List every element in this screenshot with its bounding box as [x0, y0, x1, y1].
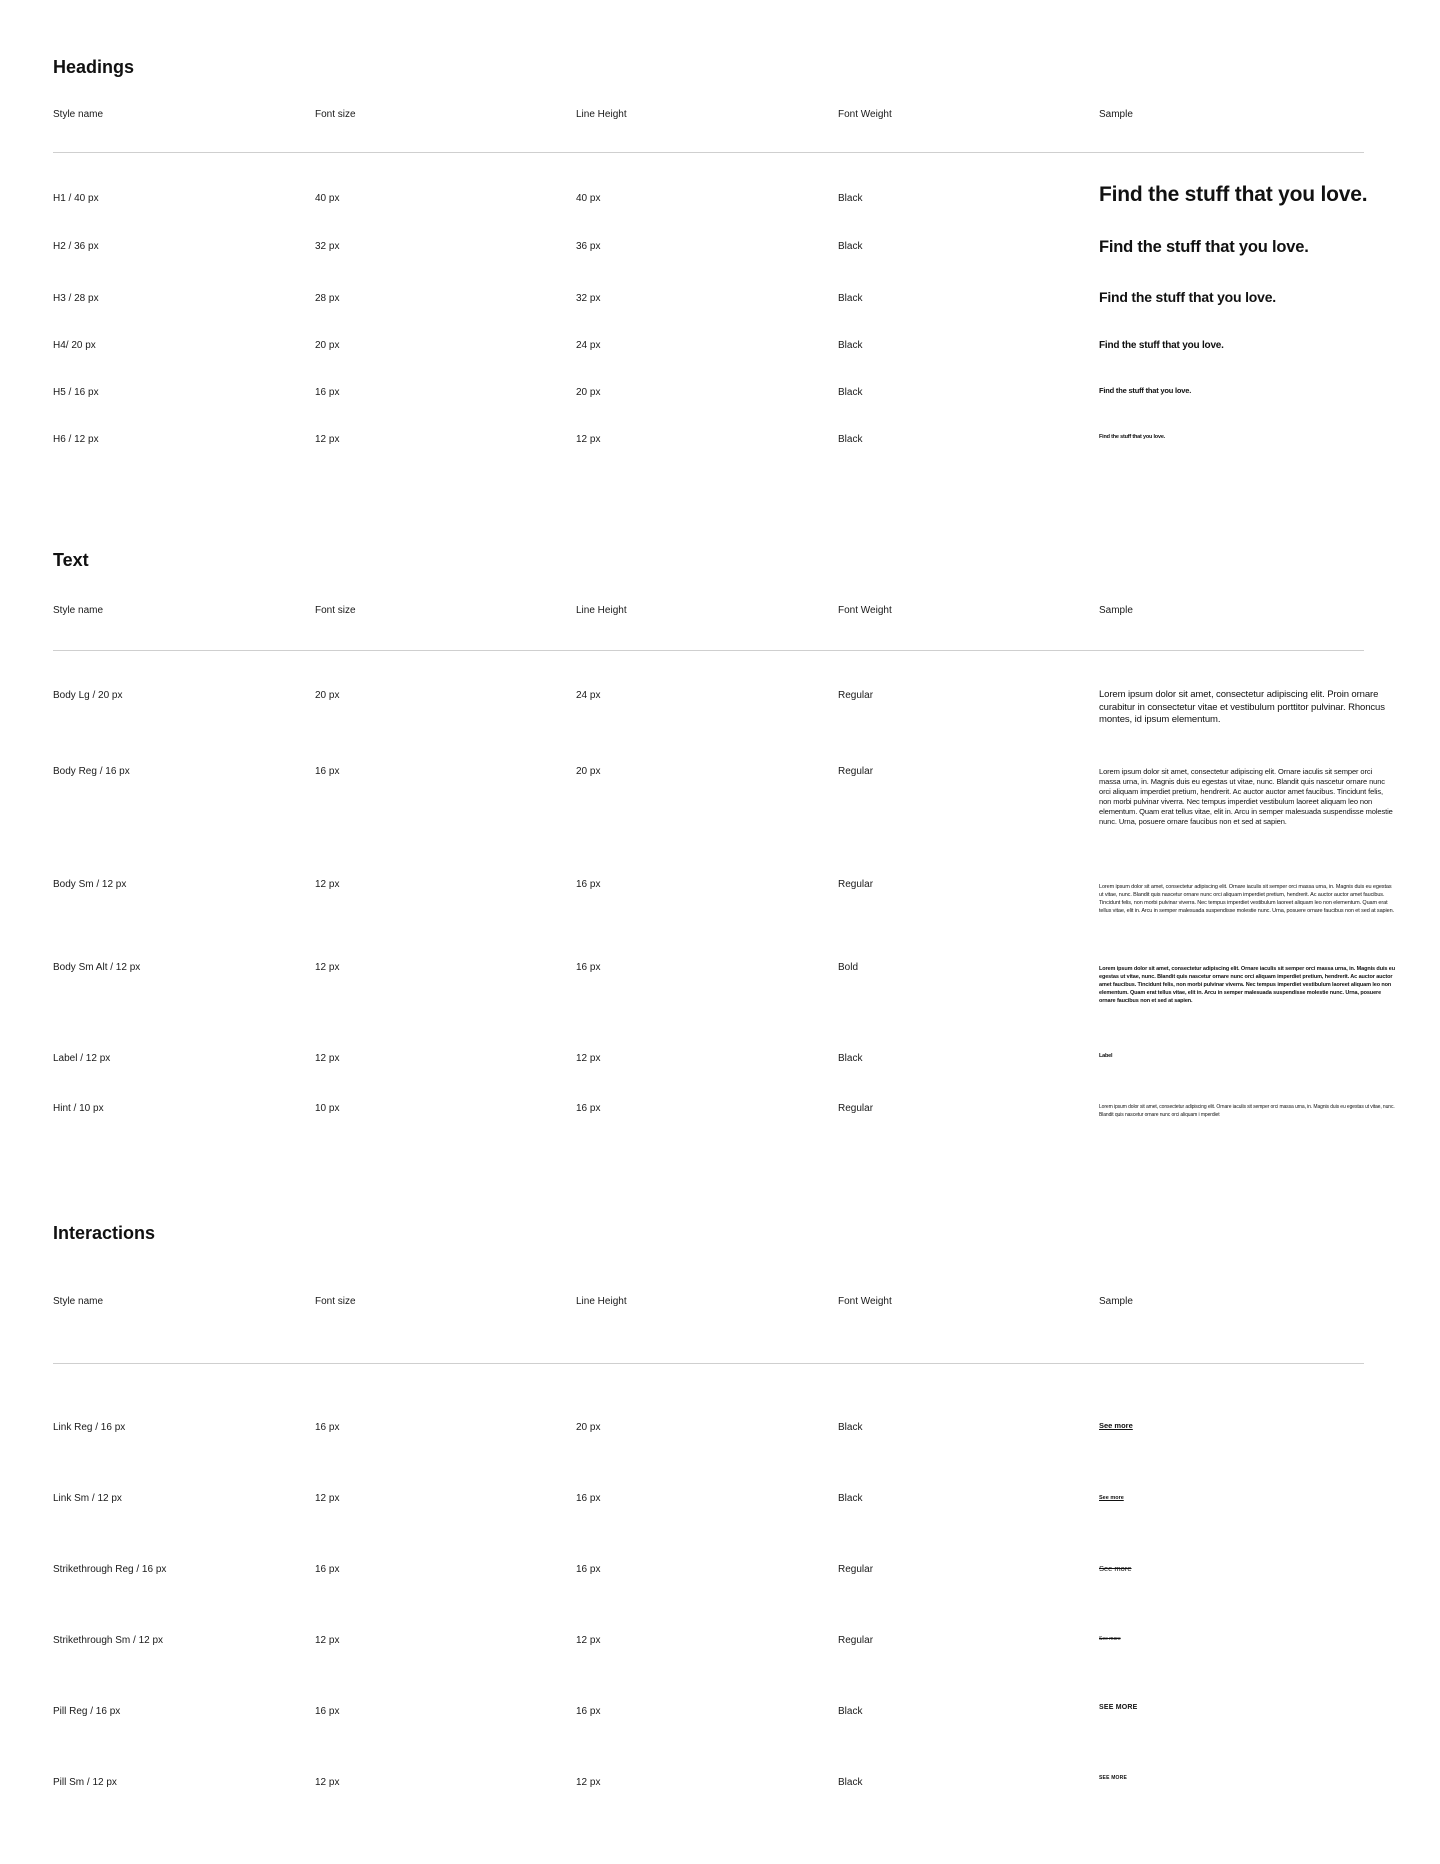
font-weight-value: Regular: [838, 1103, 874, 1114]
style-name: Hint / 10 px: [53, 1103, 104, 1114]
style-name: Body Reg / 16 px: [53, 766, 130, 777]
style-name: Pill Reg / 16 px: [53, 1706, 121, 1717]
line-height-value: 40 px: [576, 193, 601, 204]
line-height-value: 24 px: [576, 340, 601, 351]
style-name: Label / 12 px: [53, 1053, 111, 1064]
column-header-font-weight: Font Weight: [838, 605, 892, 616]
font-weight-value: Regular: [838, 1564, 874, 1575]
column-header-line-height: Line Height: [576, 109, 627, 120]
font-size-value: 12 px: [315, 1053, 340, 1064]
line-height-value: 20 px: [576, 387, 601, 398]
line-height-value: 12 px: [576, 1635, 601, 1646]
style-name: Link Reg / 16 px: [53, 1422, 126, 1433]
line-height-value: 36 px: [576, 241, 601, 252]
style-name: H3 / 28 px: [53, 293, 99, 304]
font-weight-value: Black: [838, 434, 863, 445]
text-sample-body-lg: Lorem ipsum dolor sit amet, consectetur adipiscing elit. Proin ornare curabitur in consectetur vitae et vestibulum porttitor pulvinar. Rhoncus montes, id ipsum elementum.: [1099, 689, 1385, 725]
column-header-style-name: Style name: [53, 605, 104, 616]
text-sample-body-sm: Lorem ipsum dolor sit amet, consectetur adipiscing elit. Ornare iaculis sit semper orci massa urna, in. Magnis duis eu egestas ut vitae, nunc. Blandit quis nascetur ornare nunc orci aliquam imperdiet pretium, hendrerit. Ac auctor auctor amet faucibus. Tincidunt felis, non morbi pulvinar viverra. Nec tempus imperdiet vestibulum laoreet aliquam leo non elementum. Quam erat tellus vitae, elit in. Arcu in semper malesuada suspendisse molestie nunc. Urna, posuere ornare faucibus non et sed at sapien.: [1099, 884, 1394, 914]
divider: [53, 1363, 1364, 1364]
font-weight-value: Bold: [838, 962, 859, 973]
font-weight-value: Black: [838, 387, 863, 398]
column-header-font-weight: Font Weight: [838, 1296, 892, 1307]
font-size-value: 16 px: [315, 1706, 340, 1717]
text-sample-body-reg: Lorem ipsum dolor sit amet, consectetur adipiscing elit. Ornare iaculis sit semper orci massa urna, in. Magnis duis eu egestas ut vitae, nunc. Blandit quis nascetur ornare nunc orci aliquam imperdiet pretium, hendrerit. Ac auctor auctor amet faucibus. Tincidunt felis, non morbi pulvinar viverra. Nec tempus imperdiet vestibulum laoreet aliquam leo non elementum. Quam erat tellus vitae, elit in. Arcu in semper malesuada suspendisse molestie nunc. Urna, posuere ornare faucibus non et sed at sapien.: [1099, 767, 1393, 826]
font-weight-value: Black: [838, 340, 863, 351]
font-size-value: 16 px: [315, 387, 340, 398]
see-more-strikethrough-small: See more: [1099, 1636, 1121, 1642]
style-name: H6 / 12 px: [53, 434, 99, 445]
style-name: Strikethrough Sm / 12 px: [53, 1635, 164, 1646]
divider: [53, 650, 1364, 651]
style-name: Pill Sm / 12 px: [53, 1777, 117, 1788]
column-header-line-height: Line Height: [576, 605, 627, 616]
style-name: Body Lg / 20 px: [53, 690, 123, 701]
font-weight-value: Black: [838, 1706, 863, 1717]
line-height-value: 24 px: [576, 690, 601, 701]
font-size-value: 32 px: [315, 241, 340, 252]
font-size-value: 12 px: [315, 434, 340, 445]
column-header-style-name: Style name: [53, 109, 104, 120]
font-size-value: 16 px: [315, 1422, 340, 1433]
heading-sample-h3: Find the stuff that you love.: [1099, 289, 1276, 305]
divider: [53, 152, 1364, 153]
line-height-value: 16 px: [576, 1103, 601, 1114]
font-size-value: 12 px: [315, 1777, 340, 1788]
column-header-style-name: Style name: [53, 1296, 104, 1307]
font-size-value: 16 px: [315, 1564, 340, 1575]
style-name: Body Sm Alt / 12 px: [53, 962, 141, 973]
see-more-pill[interactable]: SEE MORE: [1099, 1704, 1138, 1711]
font-weight-value: Black: [838, 1053, 863, 1064]
heading-sample-h2: Find the stuff that you love.: [1099, 238, 1309, 256]
font-weight-value: Black: [838, 1422, 863, 1433]
line-height-value: 12 px: [576, 1053, 601, 1064]
column-header-line-height: Line Height: [576, 1296, 627, 1307]
style-name: Link Sm / 12 px: [53, 1493, 122, 1504]
style-name: H4/ 20 px: [53, 340, 96, 351]
font-weight-value: Regular: [838, 690, 874, 701]
column-header-sample: Sample: [1099, 109, 1133, 120]
line-height-value: 20 px: [576, 766, 601, 777]
heading-sample-h1: Find the stuff that you love.: [1099, 183, 1368, 206]
section-title-headings: Headings: [53, 57, 135, 77]
line-height-value: 16 px: [576, 962, 601, 973]
font-weight-value: Black: [838, 1493, 863, 1504]
line-height-value: 16 px: [576, 1564, 601, 1575]
section-title-text: Text: [53, 550, 89, 570]
style-name: H5 / 16 px: [53, 387, 99, 398]
font-weight-value: Black: [838, 241, 863, 252]
see-more-link-small[interactable]: See more: [1099, 1495, 1124, 1501]
font-weight-value: Black: [838, 1777, 863, 1788]
font-weight-value: Black: [838, 293, 863, 304]
font-size-value: 40 px: [315, 193, 340, 204]
font-size-value: 12 px: [315, 879, 340, 890]
text-sample-label: Label: [1099, 1053, 1113, 1059]
line-height-value: 12 px: [576, 434, 601, 445]
text-sample-body-sm-alt: Lorem ipsum dolor sit amet, consectetur adipiscing elit. Ornare iaculis sit semper orci massa urna, in. Magnis duis eu egestas ut vitae, nunc. Blandit quis nascetur ornare nunc orci aliquam imperdiet pretium, hendrerit. Ac auctor auctor amet faucibus. Tincidunt felis, non morbi pulvinar viverra. Nec tempus imperdiet vestibulum laoreet aliquam leo non elementum. Quam erat tellus vitae, elit in. Arcu in semper malesuada suspendisse molestie nunc. Urna, posuere ornare faucibus non et sed at sapien.: [1099, 966, 1395, 1004]
line-height-value: 32 px: [576, 293, 601, 304]
font-size-value: 12 px: [315, 1493, 340, 1504]
heading-sample-h5: Find the stuff that you love.: [1099, 386, 1192, 395]
font-size-value: 10 px: [315, 1103, 340, 1114]
see-more-strikethrough: See more: [1099, 1564, 1132, 1573]
see-more-link[interactable]: See more: [1099, 1421, 1133, 1430]
line-height-value: 12 px: [576, 1777, 601, 1788]
see-more-pill-small[interactable]: SEE MORE: [1099, 1775, 1127, 1781]
section-title-interactions: Interactions: [53, 1223, 156, 1243]
font-weight-value: Black: [838, 193, 863, 204]
style-name: Strikethrough Reg / 16 px: [53, 1564, 167, 1575]
style-name: H2 / 36 px: [53, 241, 99, 252]
line-height-value: 20 px: [576, 1422, 601, 1433]
column-header-font-size: Font size: [315, 605, 356, 616]
font-weight-value: Regular: [838, 1635, 874, 1646]
column-header-font-weight: Font Weight: [838, 109, 892, 120]
font-size-value: 28 px: [315, 293, 340, 304]
column-header-font-size: Font size: [315, 109, 356, 120]
font-weight-value: Regular: [838, 879, 874, 890]
column-header-sample: Sample: [1099, 1296, 1133, 1307]
line-height-value: 16 px: [576, 1706, 601, 1717]
line-height-value: 16 px: [576, 879, 601, 890]
font-size-value: 20 px: [315, 690, 340, 701]
text-sample-hint: Lorem ipsum dolor sit amet, consectetur adipiscing elit. Ornare iaculis sit semper orci massa urna, in. Magnis duis eu egestas ut vitae, nunc. Blandit quis nascetur ornare nunc orci aliquam i mperdiet: [1099, 1104, 1395, 1118]
heading-sample-h4: Find the stuff that you love.: [1099, 340, 1224, 351]
font-size-value: 12 px: [315, 962, 340, 973]
heading-sample-h6: Find the stuff that you love.: [1099, 434, 1166, 440]
font-size-value: 16 px: [315, 766, 340, 777]
font-size-value: 20 px: [315, 340, 340, 351]
style-name: Body Sm / 12 px: [53, 879, 127, 890]
style-name: H1 / 40 px: [53, 193, 99, 204]
font-weight-value: Regular: [838, 766, 874, 777]
column-header-font-size: Font size: [315, 1296, 356, 1307]
line-height-value: 16 px: [576, 1493, 601, 1504]
font-size-value: 12 px: [315, 1635, 340, 1646]
column-header-sample: Sample: [1099, 605, 1133, 616]
